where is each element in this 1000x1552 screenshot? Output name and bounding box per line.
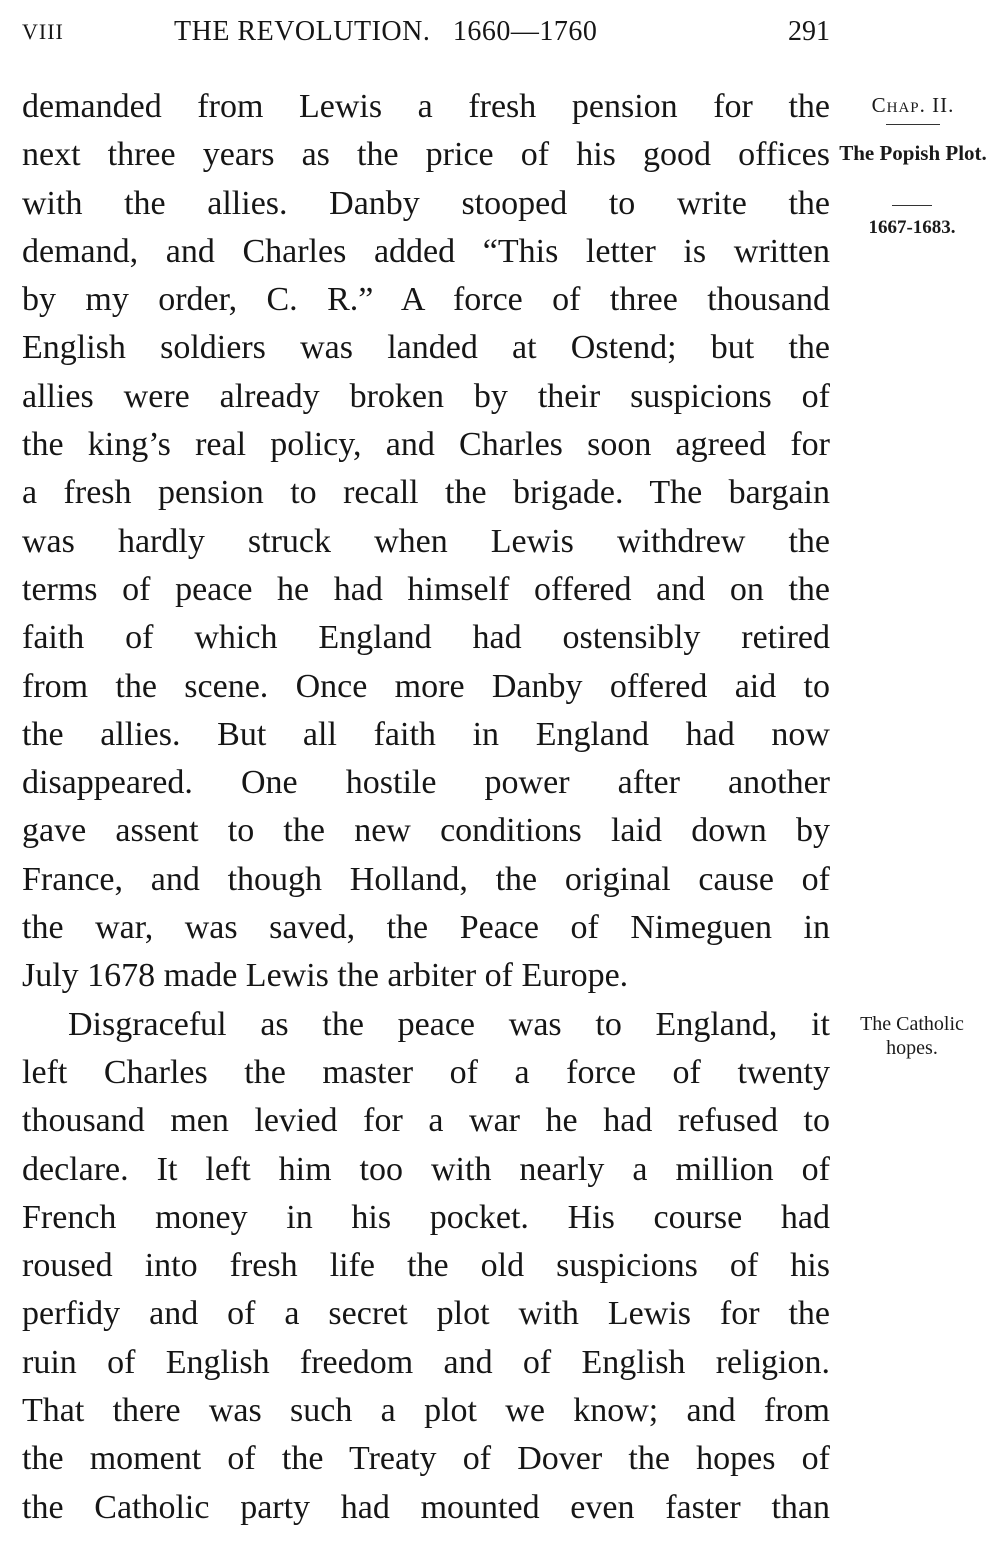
text-line: thousand men levied for a war he had refused to (22, 1102, 830, 1140)
text-line: English soldiers was landed at Ostend; but the (22, 329, 830, 367)
paragraph-1 (22, 83, 830, 1001)
page-number: 291 (788, 16, 830, 47)
paragraph-2 (22, 1001, 830, 1532)
body-text (22, 83, 830, 1532)
text-line: the moment of the Treaty of Dover the hopes of (22, 1440, 830, 1478)
text-line: ruin of English freedom and of English religion. (22, 1343, 830, 1381)
running-head (22, 12, 830, 52)
text-line: disappeared. One hostile power after another (22, 764, 830, 802)
text-line: was hardly struck when Lewis withdrew the (22, 522, 830, 560)
text-line: the allies. But all faith in England had now (22, 715, 830, 753)
text-line: the Catholic party had mounted even faster than (22, 1488, 830, 1526)
margin-divider (892, 205, 932, 206)
text-line: roused into fresh life the old suspicions of his (22, 1247, 830, 1285)
text-line: a fresh pension to recall the brigade. The bargain (22, 474, 830, 512)
text-line: gave assent to the new conditions laid down by (22, 812, 830, 850)
text-line: France, and though Holland, the original cause of (22, 860, 830, 898)
running-title: THE REVOLUTION. 1660—1760 (174, 16, 598, 47)
text-line: perfidy and of a secret plot with Lewis for the (22, 1295, 830, 1333)
text-line: with the allies. Danby stooped to write the (22, 184, 830, 222)
margin-divider (886, 124, 940, 125)
margin-note-catholic-hopes: The Catholic hopes. (860, 1013, 964, 1059)
text-line: July 1678 made Lewis the arbiter of Europe. (22, 957, 629, 995)
text-line: French money in his pocket. His course had (22, 1198, 830, 1236)
text-line: terms of peace he had himself offered and on the (22, 570, 830, 608)
text-line: from the scene. Once more Danby offered aid to (22, 667, 830, 705)
text-line: the king’s real policy, and Charles soon agreed for (22, 426, 830, 464)
text-line: Disgraceful as the peace was to England, it (68, 1005, 830, 1043)
text-line: demand, and Charles added “This letter is written (22, 232, 830, 270)
text-line: faith of which England had ostensibly retired (22, 619, 830, 657)
margin-chapter-label: Chap. II. (871, 93, 955, 117)
chapter-number: VIII (22, 19, 64, 44)
text-line: by my order, C. R.” A force of three thousand (22, 281, 830, 319)
text-line: left Charles the master of a force of twenty (22, 1053, 830, 1091)
text-line: That there was such a plot we know; and from (22, 1392, 830, 1430)
text-line: allies were already broken by their suspicions of (22, 377, 830, 415)
margin-section-title: The Popish Plot. (839, 141, 987, 165)
text-line: declare. It left him too with nearly a million of (22, 1150, 830, 1188)
text-line: the war, was saved, the Peace of Nimeguen in (22, 909, 830, 947)
text-line: demanded from Lewis a fresh pension for the (22, 88, 830, 125)
margin-dates: 1667-1683. (868, 217, 956, 238)
text-line: next three years as the price of his good offices (22, 136, 830, 174)
